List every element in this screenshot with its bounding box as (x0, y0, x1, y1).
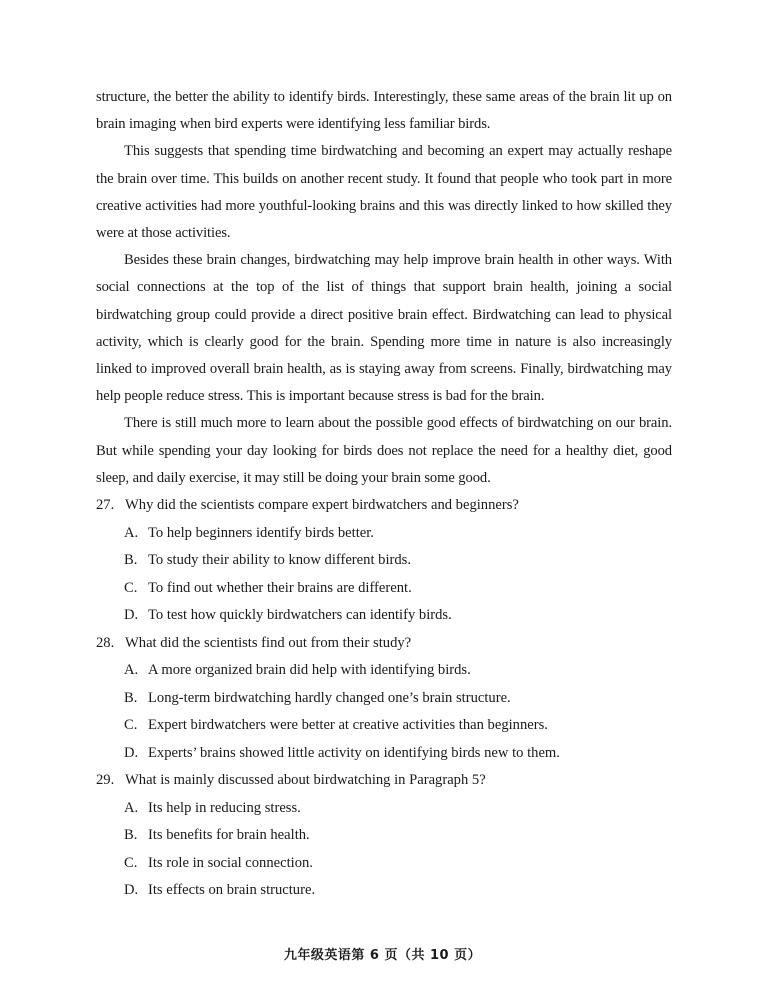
question-number: 29. (96, 772, 115, 789)
option-label: B. (124, 552, 138, 569)
option-d[interactable] (96, 602, 672, 630)
option-d[interactable] (96, 740, 672, 768)
option-text: Its benefits for brain health. (148, 827, 310, 844)
question-stem (96, 767, 672, 795)
option-label: D. (124, 607, 139, 624)
option-text: To study their ability to know different birds. (148, 552, 411, 569)
option-c[interactable] (96, 575, 672, 603)
option-text: To find out whether their brains are different. (148, 579, 412, 596)
option-b[interactable] (96, 822, 672, 850)
option-label: D. (124, 744, 139, 761)
option-c[interactable] (96, 712, 672, 740)
passage-paragraph: This suggests that spending time birdwatching and becoming an expert may actually reshape the brain over time. This builds on another recent study. It found that people who took part in more creative activities had more youthful-looking brains and this was directly linked to how skilled they were at those activities. (96, 143, 672, 242)
option-a[interactable] (96, 657, 672, 685)
option-label: C. (124, 579, 138, 596)
option-b[interactable] (96, 547, 672, 575)
question-text: What is mainly discussed about birdwatching in Paragraph 5? (125, 772, 486, 789)
option-list (96, 795, 672, 905)
question-number: 27. (96, 497, 115, 514)
option-text: To help beginners identify birds better. (148, 524, 374, 541)
option-label: A. (124, 662, 139, 679)
option-label: A. (124, 799, 139, 816)
option-text: Experts’ brains showed little activity on identifying birds new to them. (148, 744, 560, 761)
option-text: Expert birdwatchers were better at creative activities than beginners. (148, 717, 548, 734)
question-text: What did the scientists find out from their study? (125, 634, 412, 651)
option-b[interactable] (96, 685, 672, 713)
option-label: C. (124, 717, 138, 734)
question-stem (96, 630, 672, 658)
option-label: B. (124, 689, 138, 706)
question-29 (96, 767, 672, 905)
option-text: Its help in reducing stress. (148, 799, 301, 816)
page-footer: 九年级英语第 6 页（共 10 页） (283, 948, 482, 963)
option-text: A more organized brain did help with identifying birds. (148, 662, 471, 679)
passage-paragraph: There is still much more to learn about the possible good effects of birdwatching on our brain. But while spending your day looking for birds does not replace the need for a healthy diet, good sleep, and daily exercise, it may still be doing your brain some good. (96, 415, 672, 486)
option-text: Long-term birdwatching hardly changed one’s brain structure. (148, 689, 511, 706)
passage-paragraph: structure, the better the ability to identify birds. Interestingly, these same areas of the brain lit up on brain imaging when bird experts were identifying less familiar birds. (96, 89, 672, 133)
question-27 (96, 492, 672, 630)
question-number: 28. (96, 634, 115, 651)
option-d[interactable] (96, 877, 672, 905)
option-text: Its role in social connection. (148, 854, 313, 871)
reading-passage (96, 84, 672, 492)
option-label: C. (124, 854, 138, 871)
exam-page (96, 84, 672, 905)
question-stem (96, 492, 672, 520)
question-28 (96, 630, 672, 768)
option-list (96, 657, 672, 767)
option-a[interactable] (96, 795, 672, 823)
option-c[interactable] (96, 850, 672, 878)
option-label: D. (124, 882, 139, 899)
option-list (96, 520, 672, 630)
option-label: B. (124, 827, 138, 844)
option-text: Its effects on brain structure. (148, 882, 316, 899)
option-text: To test how quickly birdwatchers can identify birds. (148, 607, 452, 624)
option-a[interactable] (96, 520, 672, 548)
option-label: A. (124, 524, 139, 541)
question-text: Why did the scientists compare expert birdwatchers and beginners? (125, 497, 519, 514)
passage-paragraph: Besides these brain changes, birdwatching may help improve brain health in other ways. With social connections at the top of the list of things that support brain health, joining a social birdwatching group could provide a direct positive brain effect. Birdwatching can lead to physical activity, which is clearly good for the brain. Spending more time in nature is also increasingly linked to improved overall brain health, as is staying away from screens. Finally, birdwatching may help people reduce stress. This is important because stress is bad for the brain. (96, 252, 672, 405)
